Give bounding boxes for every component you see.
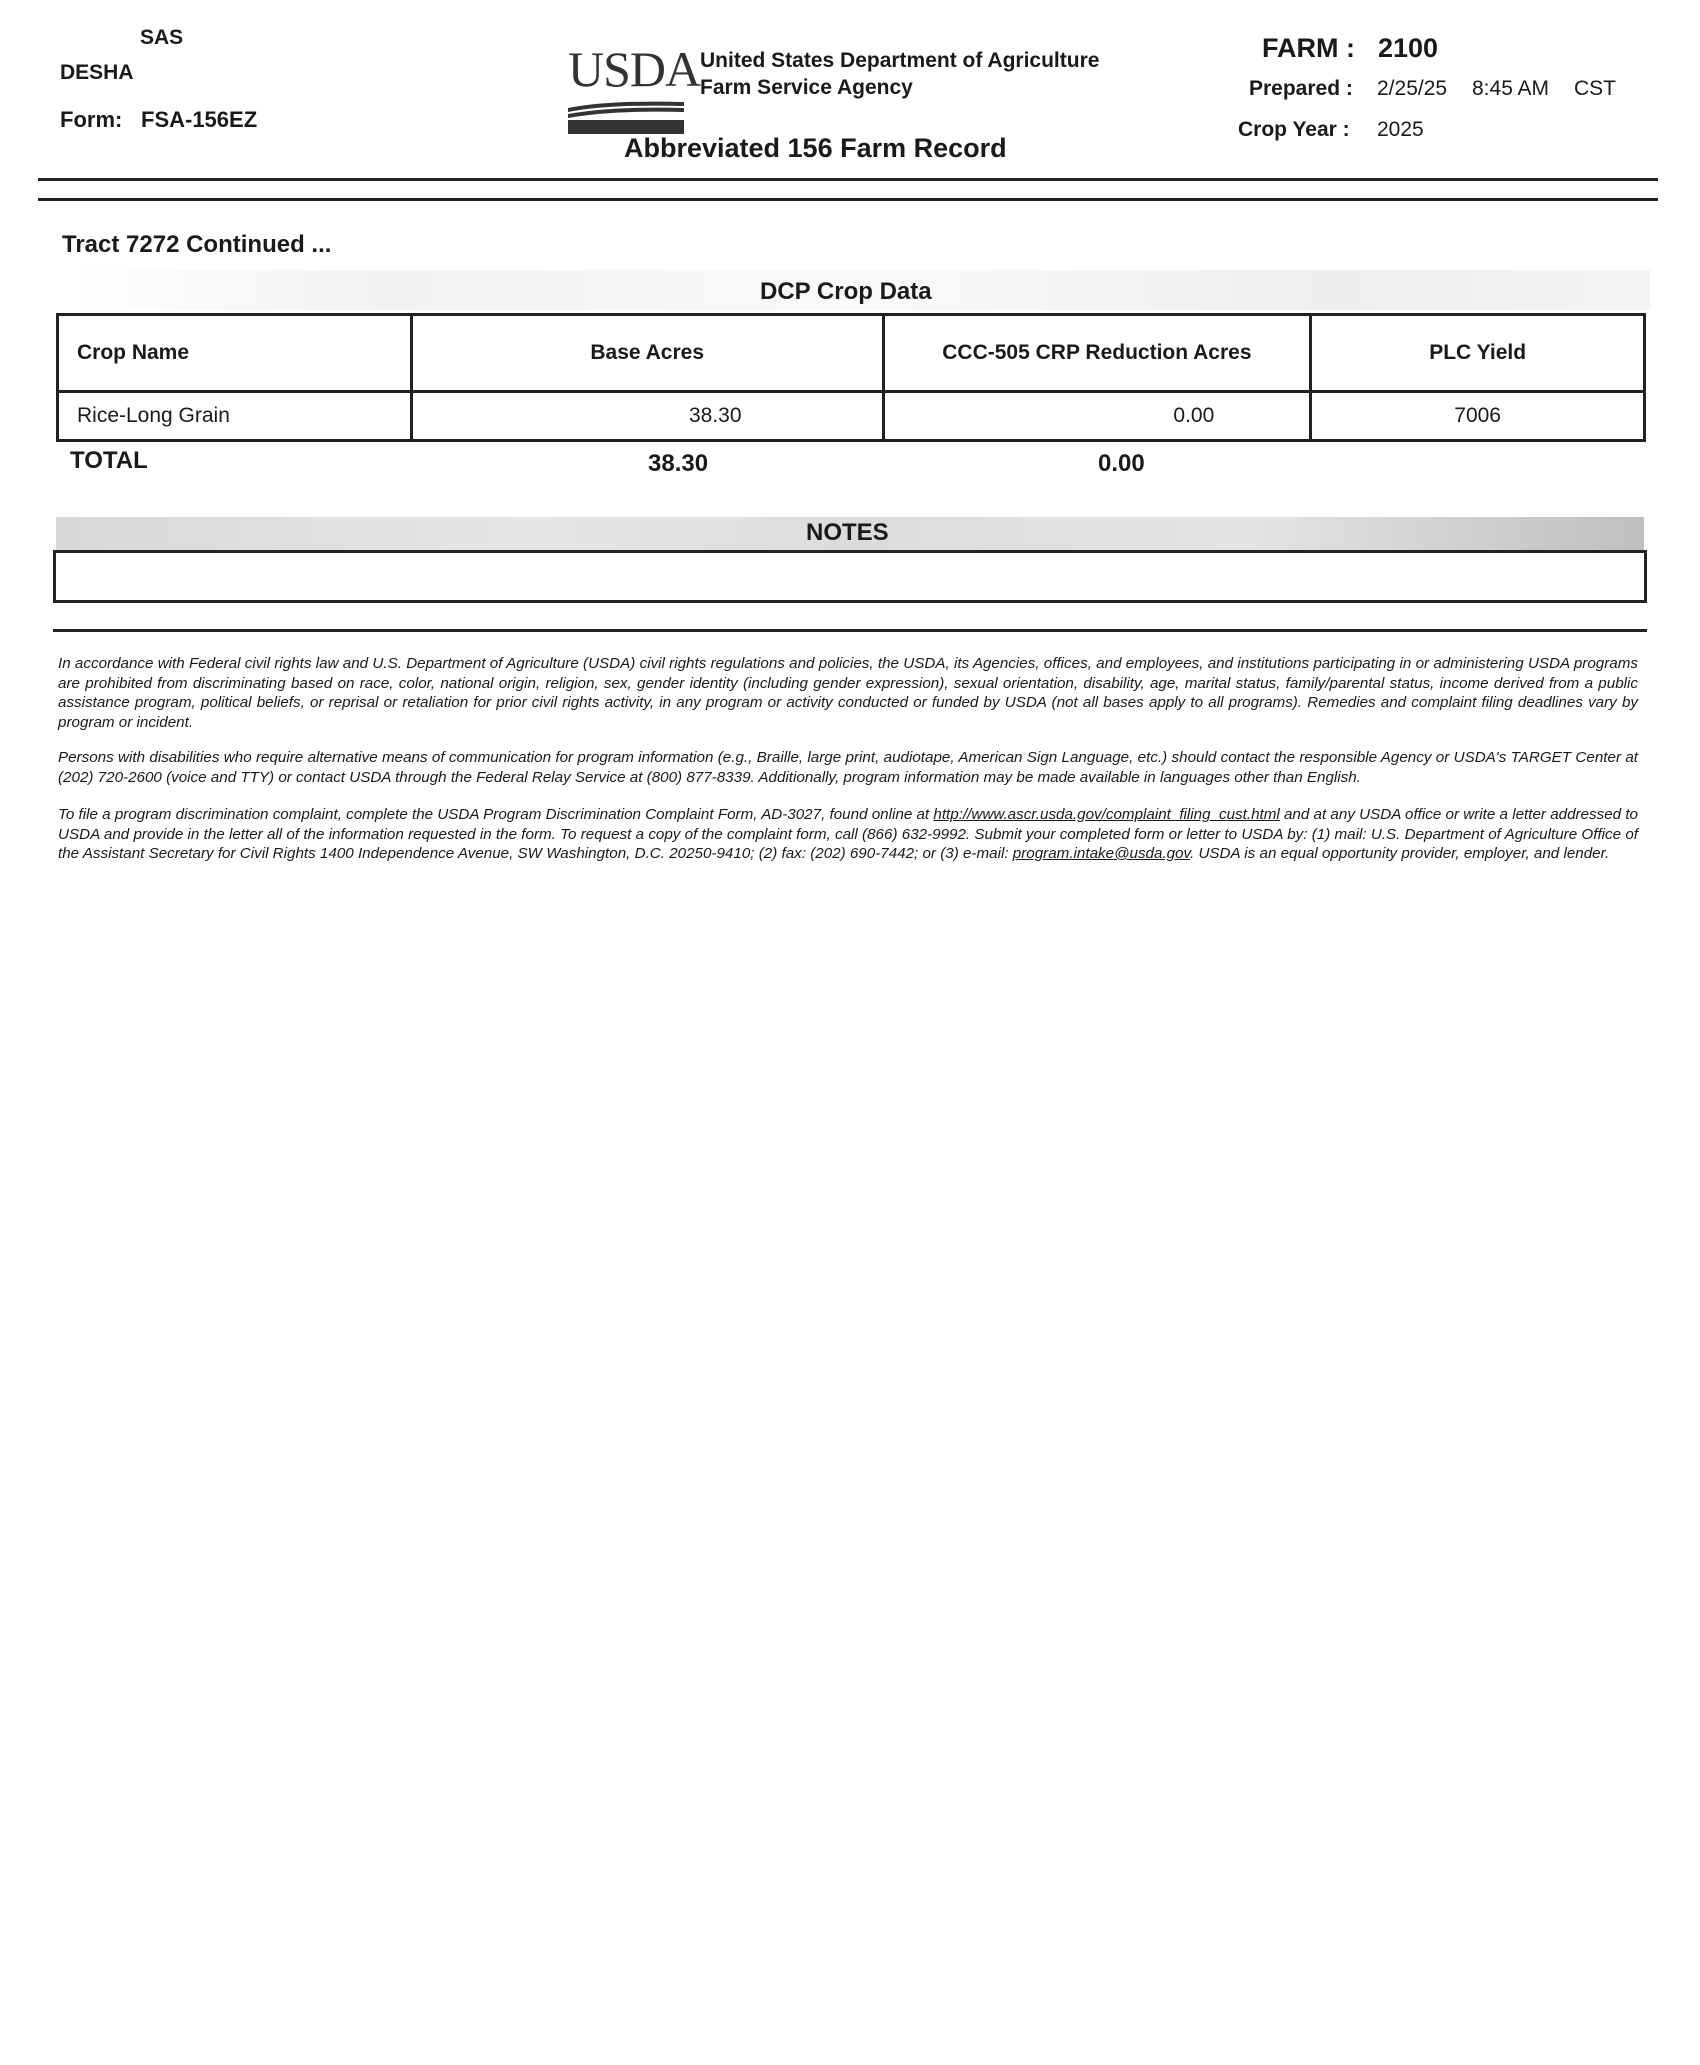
dcp-crop-table — [56, 313, 1646, 442]
prepared-timezone: CST — [1574, 77, 1616, 100]
column-header-crop-name: Crop Name — [58, 315, 412, 392]
complaint-text-part1: To file a program discrimination complaint, complete the USDA Program Discrimination Complaint Form, AD-3027, found online at — [58, 806, 934, 823]
form-label: Form: — [60, 107, 123, 132]
accessibility-statement: Persons with disabilities who require alternative means of communication for program information (e.g., Braille, large print, audiotape, American Sign Language, etc.) should contact the responsible Agency or USDA's TARGET Center at (202) 720-2600 (voice and TTY) or contact USDA through the Federal Relay Service at (800) 877-8339. Additionally, program information may be made available in languages other than English. — [58, 749, 1638, 786]
notes-box — [53, 550, 1647, 603]
total-reduction-acres: 0.00 — [1098, 450, 1145, 477]
county-name: DESHA — [60, 61, 134, 84]
agency-name: Farm Service Agency — [700, 76, 913, 99]
cell-plc-yield: 7006 — [1311, 392, 1645, 441]
crop-year-label: Crop Year : — [1238, 118, 1350, 141]
crop-year-value: 2025 — [1377, 118, 1424, 141]
form-number: FSA-156EZ — [141, 107, 258, 132]
table-header-row — [58, 315, 1645, 392]
county-state-fragment: SAS — [140, 26, 184, 49]
usda-logo-field-icon — [568, 100, 684, 134]
farm-label: FARM : — [1262, 33, 1355, 63]
cell-reduction-acres: 0.00 — [883, 392, 1311, 441]
complaint-filing-statement — [58, 805, 1638, 864]
column-header-plc-yield: PLC Yield — [1311, 315, 1645, 392]
notes-title: NOTES — [806, 519, 889, 546]
complaint-text-part3: . USDA is an equal opportunity provider, employer, and lender. — [1190, 845, 1610, 862]
usda-logo-text: USDA — [568, 41, 701, 97]
complaint-form-link[interactable]: http://www.ascr.usda.gov/complaint_filing_cust.html — [933, 806, 1280, 823]
column-header-base-acres: Base Acres — [411, 315, 883, 392]
total-base-acres: 38.30 — [648, 450, 709, 477]
prepared-label: Prepared : — [1249, 77, 1353, 100]
complaint-text-part2: and at any USDA office or write a letter addressed to USDA and provide in the letter all of the information requested in the form. To request a copy of the complaint form, call (866) 632-9992. Submit your completed form or letter to USDA by: (1) mail: U.S. Department of Agriculture Office of the Assistant Secretary for Civil Rights 1400 Independence Avenue, SW Washington, D.C. 20250-9410; (2) fax: (202) 690-7442; or (3) e-mail: — [58, 806, 1639, 862]
header-divider-top — [38, 178, 1658, 181]
prepared-time: 8:45 AM — [1472, 77, 1550, 100]
column-header-crp-reduction-acres: CCC-505 CRP Reduction Acres — [883, 315, 1311, 392]
civil-rights-statement: In accordance with Federal civil rights law and U.S. Department of Agriculture (USDA) civil rights regulations and policies, the USDA, its Agencies, offices, and employees, and institutions participating in or administering USDA programs are prohibited from discriminating based on race, color, national origin, religion, sex, gender identity (including gender expression), sexual orientation, disability, age, marital status, family/parental status, income derived from a public assistance program, political beliefs, or reprisal or retaliation for prior civil rights activity, in any program or activity conducted or funded by USDA (not all bases apply to all programs). Remedies and complaint filing deadlines vary by program or incident. — [58, 655, 1638, 731]
farm-number: 2100 — [1378, 33, 1439, 63]
total-label: TOTAL — [70, 447, 148, 474]
notes-divider — [53, 629, 1647, 632]
program-intake-email-link[interactable]: program.intake@usda.gov — [1012, 845, 1191, 862]
header-divider-bottom — [38, 198, 1658, 201]
document-title: Abbreviated 156 Farm Record — [624, 133, 1007, 163]
dcp-section-title: DCP Crop Data — [760, 278, 932, 305]
prepared-date: 2/25/25 — [1377, 77, 1448, 100]
cell-base-acres: 38.30 — [411, 392, 883, 441]
cell-crop-name: Rice-Long Grain — [58, 392, 412, 441]
tract-heading: Tract 7272 Continued ... — [62, 231, 332, 258]
table-row — [58, 392, 1645, 441]
agency-department: United States Department of Agriculture — [700, 49, 1100, 72]
usda-logo — [568, 41, 701, 134]
